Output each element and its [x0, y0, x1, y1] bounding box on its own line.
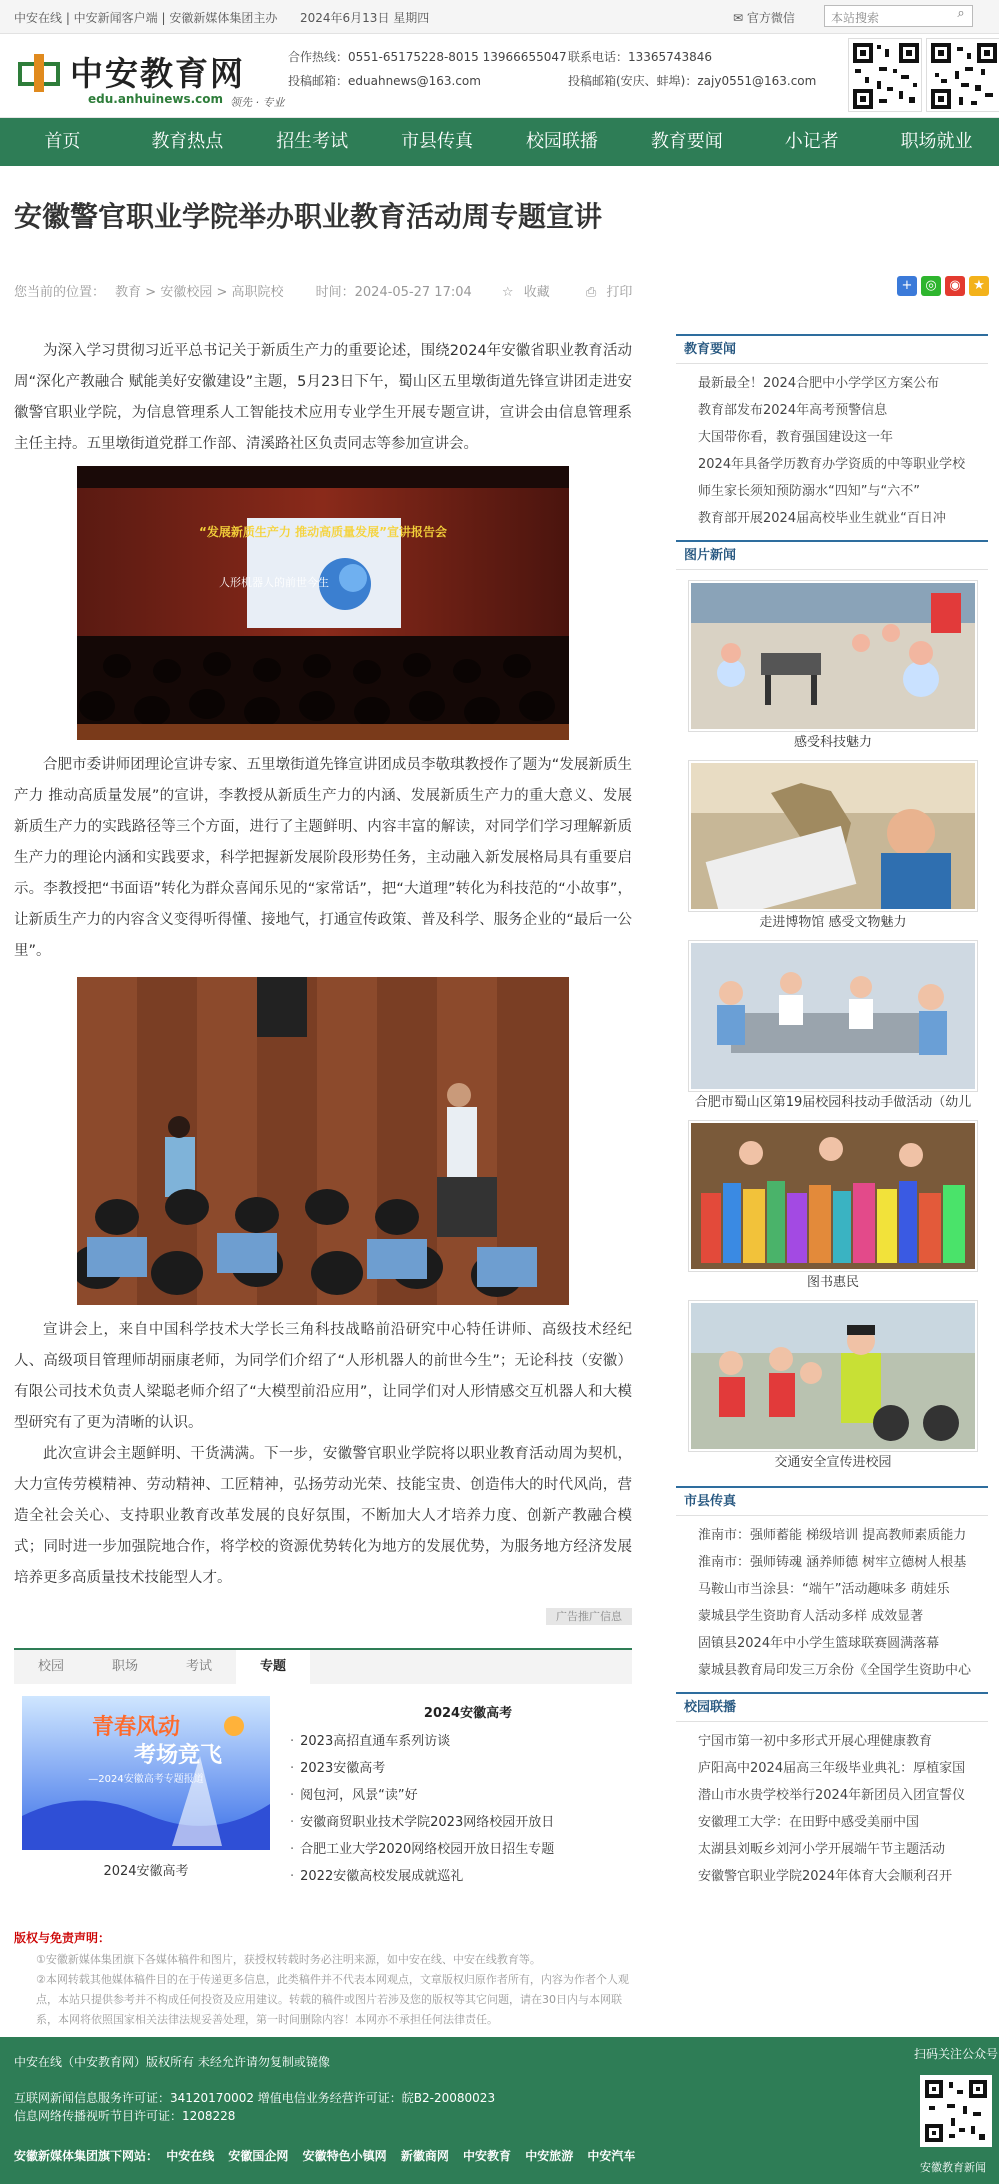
pic-caption[interactable]: 交通安全宣传进校园: [774, 1455, 892, 1470]
site-logo[interactable]: [16, 46, 285, 109]
tab-career[interactable]: 职场: [111, 1659, 138, 1674]
sidebar: [676, 334, 988, 1898]
submit-email: 投稿邮箱：eduahnews@163.com: [288, 74, 481, 88]
publish-time: 时间：2024-05-27 17:04: [315, 285, 472, 300]
photo-speaker: [77, 977, 569, 1305]
nav-home[interactable]: 首页: [44, 131, 81, 152]
site-header: [0, 34, 999, 118]
list-item[interactable]: 2024年具备学历教育办学资质的中等职业学校: [698, 457, 966, 472]
search-input[interactable]: 本站搜索: [824, 5, 973, 27]
special-list: [290, 1728, 554, 1890]
main-nav: [0, 118, 999, 166]
list-item[interactable]: 淮南市：强师蓄能 梯级培训 提高教师素质能力: [698, 1528, 967, 1543]
nav-education-news[interactable]: 教育要闻: [650, 131, 723, 152]
footer-link[interactable]: 中安旅游: [525, 2149, 574, 2163]
pic-caption[interactable]: 合肥市蜀山区第19届校园科技动手做活动（幼儿: [694, 1095, 972, 1110]
gaokao-poster[interactable]: [22, 1696, 270, 1850]
article-meta: [14, 281, 644, 300]
footer-link[interactable]: 安徽特色小镇网: [302, 2149, 387, 2163]
breadcrumb-label: 您当前的位置：: [14, 285, 106, 300]
photo-lecture-hall: [77, 466, 569, 740]
favorite-share-icon[interactable]: ★: [969, 276, 989, 296]
list-item[interactable]: · 安徽商贸职业技术学院2023网络校园开放日: [290, 1809, 554, 1836]
list-item[interactable]: 蒙城县学生资助育人活动多样 成效显著: [698, 1609, 924, 1624]
print-label: 打印: [606, 285, 633, 300]
printer-icon: ⎙: [585, 285, 597, 300]
favorite-button[interactable]: [502, 285, 556, 300]
sidebar-county-title[interactable]: 市县传真: [676, 1486, 988, 1516]
tab-campus[interactable]: 校园: [37, 1659, 64, 1674]
list-item[interactable]: · 合肥工业大学2020网络校园开放日招生专题: [290, 1836, 554, 1863]
list-item[interactable]: 潜山市水贵学校举行2024年新团员入团宣誓仪: [698, 1788, 966, 1803]
screen-slide-text: 人形机器人的前世今生: [219, 576, 329, 589]
top-links[interactable]: 中安在线 | 中安新闻客户端 | 安徽新媒体集团主办: [14, 11, 278, 25]
list-item[interactable]: 蒙城县教育局印发三万余份《全国学生资助中心: [698, 1663, 972, 1678]
nav-education-hot[interactable]: 教育热点: [151, 131, 224, 152]
pic-caption[interactable]: 走进博物馆 感受文物魅力: [759, 915, 907, 930]
pic-news-item[interactable]: [688, 940, 978, 1114]
share-bar: [897, 276, 989, 296]
wechat-share-icon[interactable]: ◎: [921, 276, 941, 296]
logo-name: 中安教育网: [70, 54, 245, 93]
list-item[interactable]: 宁国市第一初中多形式开展心理健康教育: [698, 1734, 933, 1749]
share-plus-icon[interactable]: +: [897, 276, 917, 296]
sidebar-campus-title[interactable]: 校园联播: [676, 1692, 988, 1722]
pic-kids-science: [688, 940, 978, 1092]
nav-admissions[interactable]: 招生考试: [276, 131, 349, 152]
list-item[interactable]: · 2023安徽高考: [290, 1755, 554, 1782]
pic-caption[interactable]: 感受科技魅力: [793, 735, 872, 750]
nav-young-reporters[interactable]: 小记者: [784, 131, 839, 152]
list-item[interactable]: · 2023高招直通车系列访谈: [290, 1728, 554, 1755]
sidebar-news-title[interactable]: 教育要闻: [676, 334, 988, 364]
pic-books: [688, 1120, 978, 1272]
sidebar-county-list: [676, 1516, 988, 1692]
pic-news-item[interactable]: [688, 580, 978, 754]
article-paragraph: 为深入学习贯彻习近平总书记关于新质生产力的重要论述，围绕2024年安徽省职业教育活动周“深化产教融合 赋能美好安徽建设”主题，5月23日下午，蜀山区五里墩街道先锋宣讲团走进安徽警官职业学院，为信息管理系人工智能技术应用专业学生开展专题宣讲，宣讲会由信息管理系主任主持。五里墩街道党群工作部、清溪路社区负责同志等参加宣讲会。: [14, 343, 632, 452]
tab-bar: [14, 1650, 632, 1684]
footer-license-line: 信息网络传播视听节目许可证：1208228: [14, 2109, 236, 2123]
nav-county-news[interactable]: 市县传真: [401, 131, 474, 152]
list-item[interactable]: 师生家长须知预防溺水“四知”与“六不”: [698, 484, 920, 499]
logo-mark: [18, 52, 64, 94]
list-item[interactable]: 固镇县2024年中小学生篮球联赛圆满落幕: [698, 1636, 940, 1651]
footer-qr-title: 扫码关注公众号: [914, 2047, 999, 2061]
list-item[interactable]: 安徽警官职业学院2024年体育大会顺利召开: [698, 1869, 953, 1884]
favorite-label: 收藏: [523, 285, 550, 300]
poster-line-1: 青春风动: [92, 1714, 181, 1740]
poster-line-2: 考场竞飞: [134, 1742, 223, 1768]
current-date: 2024年6月13日 星期四: [300, 11, 430, 25]
qr-code-2: [926, 38, 999, 112]
copyright-line: ①安徽新媒体集团旗下各媒体稿件和图片，获授权转载时务必注明来源，如中安在线、中安在线教育等。: [36, 1953, 541, 1966]
top-bar: [0, 0, 999, 34]
pic-science: [688, 580, 978, 732]
list-item[interactable]: 太湖县刘畈乡刘河小学开展端午节主题活动: [698, 1842, 946, 1857]
logo-url: edu.anhuinews.com: [88, 92, 223, 106]
copyright-line: ②本网转载其他媒体稿件目的在于传递更多信息，此类稿件并不代表本网观点，文章版权归原作者所有，内容为作者个人观点，本站只提供参考并不构成任何投资及应用建议。转载的稿件或图片若涉及您的版权等其它问题，请在30日内与本网联系，本网将依照国家相关法律法规妥善处理，第一时间删除内容！本网亦不承担任何法律责任。: [36, 1973, 629, 2026]
poster-line-3: —2024安徽高考专题报道: [88, 1774, 204, 1785]
list-item[interactable]: 教育部发布2024年高考预警信息: [698, 403, 888, 418]
wechat-icon: ✉: [733, 11, 744, 25]
wechat-label: 官方微信: [746, 11, 795, 25]
qr-code-1: [848, 38, 922, 112]
search-icon[interactable]: ⌕: [957, 6, 965, 21]
star-icon: ☆: [501, 285, 514, 300]
tab-exam[interactable]: 考试: [185, 1659, 212, 1674]
ad-tag: 广告推广信息: [546, 1608, 632, 1625]
footer-links-label: 安徽新媒体集团旗下网站：: [14, 2149, 159, 2163]
sidebar-news-list: [676, 364, 988, 540]
footer-copyright: 中安在线（中安教育网）版权所有 未经允许请勿复制或镜像: [14, 2055, 330, 2069]
sidebar-campus-list: [676, 1722, 988, 1898]
official-wechat-link[interactable]: [733, 9, 795, 26]
article-paragraph: 宣讲会上，来自中国科学技术大学长三角科技战略前沿研究中心特任讲师、高级技术经纪人、高级项目管理师胡丽康老师，为同学们介绍了“人形机器人的前世今生”；无论科技（安徽）有限公司技术负责人梁聪老师介绍了“大模型前沿应用”，让同学们对人形情感交互机器人和大模型研究有了更为清晰的认识。: [14, 1322, 632, 1431]
tab-special[interactable]: 专题: [236, 1650, 310, 1684]
article-body: [14, 330, 632, 1594]
submit-email-2: 投稿邮箱(安庆、蚌埠)：zajy0551@163.com: [568, 74, 817, 88]
pic-traffic-safety: [688, 1300, 978, 1452]
pic-caption[interactable]: 图书惠民: [806, 1275, 859, 1290]
footer-sister-sites: [14, 2147, 635, 2164]
special-list-title[interactable]: 2024安徽高考: [423, 1706, 513, 1721]
footer-licenses: [14, 2089, 495, 2125]
article-paragraph: 合肥市委讲师团理论宣讲专家、五里墩街道先锋宣讲团成员李敬琪教授作了题为“发展新质生产力 推动高质量发展”的宣讲，李教授从新质生产力的内涵、发展新质生产力的重大意义、发展新质生产力的实践路径等三个方面，进行了主题鲜明、内容丰富的解读，对同学们学习理解新质生产力的理论内涵和实践要求，科学把握新发展阶段形势任务，主动融入新发展格局具有重要启示。李教授把“书面语”转化为群众喜闻乐见的“家常话”，把“大道理”转化为科技范的“小故事”，让新质生产力的内容含义变得听得懂、接地气，打通宣传政策、普及科学、服务企业的“最后一公里”。: [14, 757, 632, 959]
list-item[interactable]: · 阅包河，风景“读”好: [290, 1782, 554, 1809]
footer-license-line: 互联网新闻信息服务许可证：34120170002 增值电信业务经营许可证：皖B2-20080023: [14, 2091, 496, 2105]
footer-link[interactable]: 中安在线: [166, 2149, 215, 2163]
list-item[interactable]: · 2022安徽高校发展成就巡礼: [290, 1863, 554, 1890]
pic-news-item[interactable]: [688, 760, 978, 934]
logo-slogan: 领先 · 专业: [230, 96, 285, 109]
pic-news-item[interactable]: [688, 1120, 978, 1294]
contact-phone: 联系电话：13365743846: [568, 50, 712, 64]
pic-news-item[interactable]: [688, 1300, 978, 1474]
footer-link[interactable]: 中安教育: [463, 2149, 512, 2163]
list-item[interactable]: 大国带你看，教育强国建设这一年: [698, 430, 894, 445]
copyright-notice: [14, 1928, 634, 2030]
list-item[interactable]: 安徽理工大学：在田野中感受美丽中国: [698, 1815, 920, 1830]
breadcrumb[interactable]: 教育 > 安徽校园 > 高职院校: [115, 285, 284, 300]
footer-link[interactable]: 安徽国企网: [228, 2149, 289, 2163]
nav-campus[interactable]: 校园联播: [525, 131, 598, 152]
sidebar-pics-title[interactable]: 图片新闻: [676, 540, 988, 570]
print-button[interactable]: [586, 285, 639, 300]
footer-link[interactable]: 中安汽车: [587, 2149, 636, 2163]
copyright-title: 版权与免责声明：: [14, 1931, 111, 1945]
weibo-share-icon[interactable]: ◉: [945, 276, 965, 296]
poster-caption[interactable]: 2024安徽高考: [103, 1864, 189, 1879]
footer-link[interactable]: 新徽商网: [400, 2149, 449, 2163]
list-item[interactable]: 马鞍山市当涂县：“端午”活动趣味多 萌娃乐: [698, 1582, 950, 1597]
list-item[interactable]: 庐阳高中2024届高三年级毕业典礼：厚植家国: [698, 1761, 966, 1776]
nav-careers[interactable]: 职场就业: [900, 131, 973, 152]
article-title: 安徽警官职业学院举办职业教育活动周专题宣讲: [14, 200, 603, 233]
footer-qr-code: [920, 2075, 992, 2147]
pic-museum: [688, 760, 978, 912]
footer-qr-caption: 安徽教育新闻: [920, 2161, 986, 2174]
hotline: 合作热线：0551-65175228-8015 13966655047: [288, 50, 567, 64]
site-footer: [0, 2037, 999, 2184]
article-paragraph: 此次宣讲会主题鲜明、干货满满。下一步，安徽警官职业学院将以职业教育活动周为契机，大力宣传劳模精神、劳动精神、工匠精神，弘扬劳动光荣、技能宝贵、创造伟大的时代风尚，营造全社会关心、支持职业教育改革发展的良好氛围，不断加大人才培养力度、创新产教融合模式；同时进一步加强院地合作，将学校的资源优势转化为地方的发展优势，为服务地方经济发展培养更多高质量技术技能型人才。: [14, 1446, 632, 1586]
list-item[interactable]: 教育部开展2024届高校毕业生就业“百日冲: [698, 511, 946, 526]
banner-text: “发展新质生产力 推动高质量发展”宣讲报告会: [199, 525, 447, 539]
list-item[interactable]: 淮南市：强师铸魂 涵养师德 树牢立德树人根基: [698, 1555, 967, 1570]
list-item[interactable]: 最新最全！2024合肥中小学学区方案公布: [698, 376, 940, 391]
related-tabs: [14, 1648, 632, 1888]
